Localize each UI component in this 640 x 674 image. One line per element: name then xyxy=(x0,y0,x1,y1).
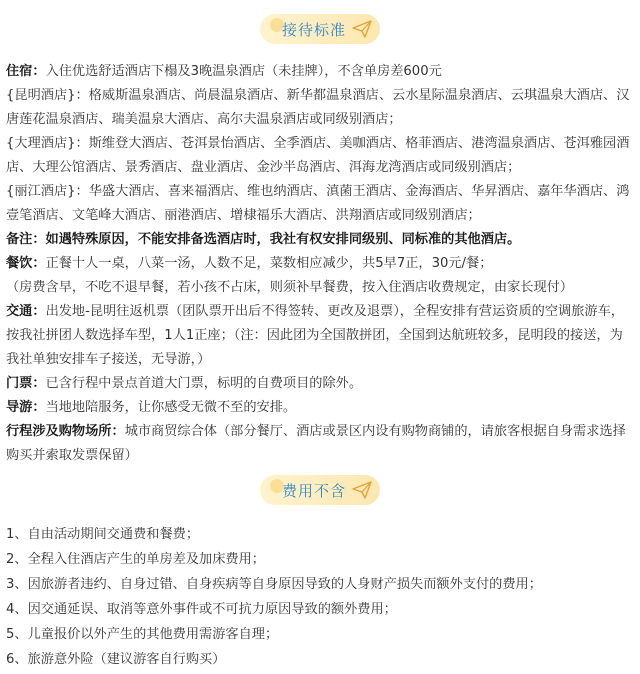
list-item: 6、旅游意外险（建议游客自行购买） xyxy=(6,652,226,667)
reception-standard-content xyxy=(6,60,634,468)
list-item: 5、儿童报价以外产生的其他费用需游客自理； xyxy=(6,627,279,642)
paper-plane-icon xyxy=(352,481,372,499)
lijiang-hotels: 华盛大酒店、喜来福酒店、维也纳酒店、滇菌王酒店、金海酒店、华昇酒店、嘉年华酒店、鸿壹笔酒店、文笔峰大酒店、丽港酒店、增棣福乐大酒店、洪翔酒店或同级别酒店； xyxy=(6,184,630,223)
meals-note: （房费含早，不吃不退早餐，若小孩不占床，则须补早餐费，按入住酒店收费规定，由家长现付） xyxy=(6,280,574,295)
accommodation-row xyxy=(6,60,634,84)
transport-row xyxy=(6,300,634,372)
costs-excluded-list xyxy=(6,522,634,672)
lijiang-hotels-row xyxy=(6,180,634,228)
guide-row xyxy=(6,396,634,420)
list-item: 3、因旅游者违约、自身过错、自身疾病等自身原因导致的人身财产损失而额外支付的费用； xyxy=(6,577,542,592)
dali-label: {大理酒店}： xyxy=(6,136,89,151)
tickets-row xyxy=(6,372,634,396)
shopping-text: 城市商贸综合体（部分餐厅、酒店或景区内设有购物商铺的，请旅客根据自身需求选择购买并索取发票保留） xyxy=(6,424,626,463)
list-item: 2、全程入住酒店产生的单房差及加床费用； xyxy=(6,552,265,567)
hotel-note: 备注：如遇特殊原因，不能安排备选酒店时，我社有权安排同级别、同标准的其他酒店。 xyxy=(6,232,521,247)
guide-label: 导游： xyxy=(6,400,46,415)
list-item: 4、因交通延误、取消等意外事件或不可抗力原因导致的额外费用； xyxy=(6,602,397,617)
transport-label: 交通： xyxy=(6,304,46,319)
kunming-hotels-row xyxy=(6,84,634,132)
paper-plane-icon xyxy=(352,20,372,38)
dali-hotels-row xyxy=(6,132,634,180)
lijiang-label: {丽江酒店}： xyxy=(6,184,89,199)
transport-text: 出发地-昆明往返机票（团队票开出后不得签转、更改及退票），全程安排有营运资质的空调旅游车，按我社拼团人数选择车型，1人1正座；（注：因此团为全国散拼团，全国到达航班较多，昆明段的接送，为我社单独安排车子接送，无导游，） xyxy=(6,304,624,367)
tickets-label: 门票： xyxy=(6,376,46,391)
accommodation-label: 住宿： xyxy=(6,64,46,79)
section-title-reception-standard xyxy=(260,14,380,44)
shopping-label: 行程涉及购物场所： xyxy=(6,424,125,439)
dali-hotels: 斯维登大酒店、苍洱景怡酒店、全季酒店、美咖酒店、格菲酒店、港湾温泉酒店、苍洱雅园酒店、大理公馆酒店、景秀酒店、盘业酒店、金沙半岛酒店、洱海龙湾酒店或同级别酒店； xyxy=(6,136,630,175)
section-title-costs-excluded xyxy=(260,475,380,505)
list-item: 1、自由活动期间交通费和餐费； xyxy=(6,527,200,542)
meals-text: 正餐十人一桌，八菜一汤，人数不足，菜数相应减少，共5早7正，30元/餐； xyxy=(45,256,493,271)
tickets-text: 已含行程中景点首道大门票，标明的自费项目的除外。 xyxy=(45,376,363,391)
accommodation-text: 入住优选舒适酒店下榻及3晚温泉酒店（未挂牌），不含单房差600元 xyxy=(45,64,442,79)
section-title-text: 接待标准 xyxy=(281,20,347,39)
meals-label: 餐饮： xyxy=(6,256,46,271)
section-title-text: 费用不含 xyxy=(281,481,347,500)
kunming-label: {昆明酒店}： xyxy=(6,88,89,103)
guide-text: 当地地陪服务，让你感受无微不至的安排。 xyxy=(45,400,297,415)
meals-row xyxy=(6,252,634,276)
shopping-row xyxy=(6,420,634,468)
kunming-hotels: 格威斯温泉酒店、尚晨温泉酒店、新华都温泉酒店、云水星际温泉酒店、云琪温泉大酒店、汉唐莲花温泉酒店、瑞美温泉大酒店、高尔夫温泉酒店或同级别酒店； xyxy=(6,88,630,127)
